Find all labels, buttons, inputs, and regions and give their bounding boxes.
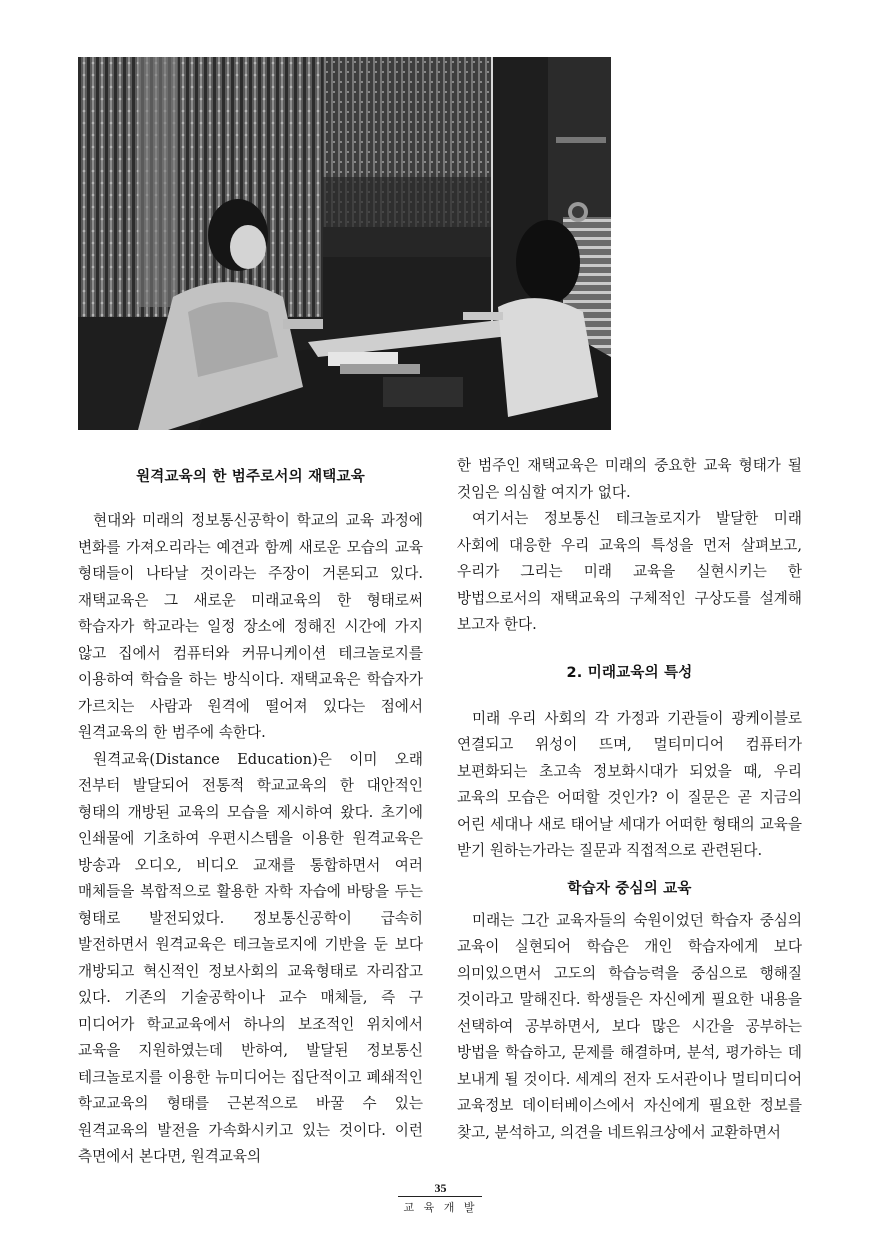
subheading-learner-centered: 학습자 중심의 교육 [567, 880, 692, 897]
paragraph: 미래 우리 사회의 각 가정과 기관들이 광케이블로 연결되고 위성이 뜨며, 멀티미디어 컴퓨터가 보편화되는 초고속 정보화시대가 되었을 때, 우리 교육의 모습은 어떠할 것인가? 이 질문은 곧 지금의 어린 세대나 새로 태어날 세대가 어떠한 형태의 교육을 받기 원하는가라는 질문과 직접적으로 관련된다. [457, 709, 802, 859]
page-number: 35 [434, 1181, 447, 1195]
right-column [457, 457, 802, 1146]
journal-name: 교 육 개 발 [403, 1201, 478, 1214]
paragraph: 현대와 미래의 정보통신공학이 학교의 교육 과정에 변화를 가져오리라는 예견과 함께 새로운 모습의 교육 형태들이 나타날 것이라는 주장이 거론되고 있다. 재택교육은 그 새로운 미래교육의 한 형태로써 학습자가 학교라는 일정 장소에 정해진 시간에 가지 않고 집에서 컴퓨터와 커뮤니케이션 테크놀로지를 이용하여 학습을 하는 방식이다. 재택교육은 학습자가 가르치는 사람과 원격에 떨어져 있다는 점에서 원격교육의 한 범주에 속한다. [78, 512, 423, 741]
paragraph-continuation: 한 범주인 재택교육은 미래의 중요한 교육 형태가 될 것임은 의심할 여지가 없다. [457, 457, 802, 501]
footer-divider [398, 1196, 482, 1197]
paragraph: 여기서는 정보통신 테크놀로지가 발달한 미래 사회에 대응한 우리 교육의 특성을 먼저 살펴보고, 우리가 그리는 미래 교육을 실현시키는 한 방법으로서의 재택교육의 구체적인 구상도를 설계해 보고자 한다. [457, 510, 802, 633]
section-heading-home-schooling: 원격교육의 한 범주로서의 재택교육 [136, 469, 365, 485]
left-column [78, 465, 423, 1171]
paragraph: 미래는 그간 교육자들의 숙원이었던 학습자 중심의 교육이 실현되어 학습은 개인 학습자에게 보다 의미있으면서 고도의 학습능력을 중심으로 행해질 것이라고 말해진다. 학생들은 자신에게 필요한 내용을 선택하여 공부하면서, 보다 많은 시간을 공부하는 방법을 학습하고, 문제를 해결하며, 분석, 평가하는 데 보내게 될 것이다. 세계의 전자 도서관이나 멀티미디어 교육정보 데이터베이스에서 자신에게 필요한 정보를 찾고, 분석하고, 의견을 네트워크상에서 교환하면서 [457, 911, 802, 1141]
paragraph: 원격교육(Distance Education)은 이미 오래 전부터 발달되어 전통적 학교교육의 한 대안적인 형태의 개방된 교육의 모습을 제시하여 왔다. 초기에 인쇄물에 기초하여 우편시스템을 이용한 원격교육은 방송과 오디오, 비디오 교재를 통합하면서 여러 매체들을 복합적으로 활용한 자학 자습에 바탕을 두는 형태로 발전되었다. 정보통신공학이 급속히 발전하면서 원격교육은 테크놀로지에 기반을 둔 보다 개방되고 혁신적인 정보사회의 교육형태로 자리잡고 있다. 기존의 기술공학이나 교수 매체들, 즉 구 미디어가 학교교육에서 하나의 보조적인 위치에서 교육을 지원하였는데 반하여, 발달된 정보통신 테크놀로지를 이용한 뉴미디어는 집단적이고 폐쇄적인 학교교육의 형태를 근본적으로 바꿀 수 있는 원격교육의 발전을 가속화시키고 있는 것이다. 이런 측면에서 본다면, 원격교육의 [78, 750, 423, 1165]
section-heading-future-education: 2. 미래교육의 특성 [566, 664, 693, 681]
article-photo [78, 57, 611, 430]
